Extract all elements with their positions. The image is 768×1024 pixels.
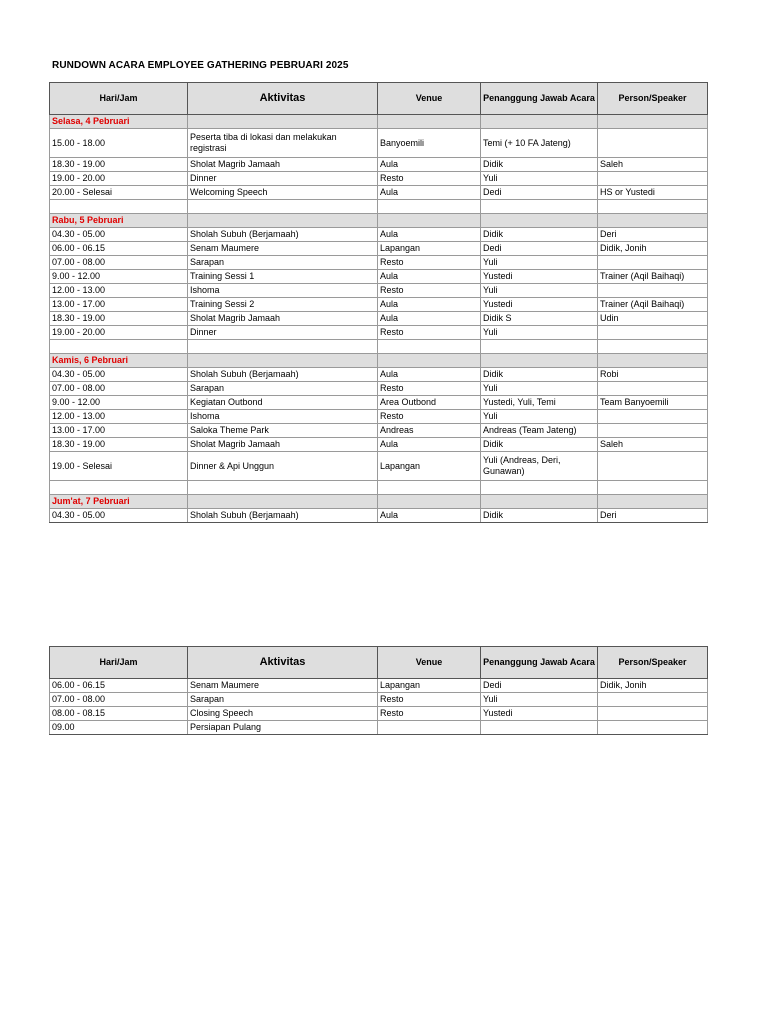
pic-cell: Yuli xyxy=(481,326,598,340)
venue-cell: Lapangan xyxy=(378,242,481,256)
venue-cell: Aula xyxy=(378,438,481,452)
pic-cell: Yuli xyxy=(481,284,598,298)
table-row xyxy=(50,382,708,396)
table-row xyxy=(50,452,708,481)
activity-cell: Senam Maumere xyxy=(188,679,378,693)
header-activity: Aktivitas xyxy=(188,83,378,115)
speaker-cell: Deri xyxy=(598,228,708,242)
header-time: Hari/Jam xyxy=(50,83,188,115)
activity-cell: Sarapan xyxy=(188,256,378,270)
venue-cell xyxy=(378,721,481,735)
venue-cell: Aula xyxy=(378,158,481,172)
time-cell: 18.30 - 19.00 xyxy=(50,158,188,172)
day-header-row xyxy=(50,214,708,228)
pic-cell: Yuli xyxy=(481,382,598,396)
activity-cell: Training Sessi 1 xyxy=(188,270,378,284)
header-venue: Venue xyxy=(378,83,481,115)
activity-cell: Sarapan xyxy=(188,693,378,707)
header-venue: Venue xyxy=(378,647,481,679)
speaker-cell: Udin xyxy=(598,312,708,326)
table-row xyxy=(50,438,708,452)
venue-cell: Aula xyxy=(378,228,481,242)
table-row xyxy=(50,172,708,186)
rundown-table-body xyxy=(50,115,708,523)
pic-cell: Didik xyxy=(481,368,598,382)
table-row xyxy=(50,256,708,270)
spacer-row xyxy=(50,481,708,495)
activity-cell: Sholat Magrib Jamaah xyxy=(188,312,378,326)
speaker-cell xyxy=(598,721,708,735)
venue-cell: Resto xyxy=(378,693,481,707)
table-row xyxy=(50,158,708,172)
table-row xyxy=(50,679,708,693)
table-row xyxy=(50,242,708,256)
table-row xyxy=(50,509,708,523)
speaker-cell: Team Banyoemili xyxy=(598,396,708,410)
closing-table-body xyxy=(50,679,708,735)
activity-cell: Sholah Subuh (Berjamaah) xyxy=(188,368,378,382)
spacer-row xyxy=(50,200,708,214)
venue-cell: Banyoemili xyxy=(378,129,481,158)
venue-cell: Aula xyxy=(378,270,481,284)
venue-cell: Lapangan xyxy=(378,452,481,481)
header-pic: Penanggung Jawab Acara xyxy=(481,83,598,115)
speaker-cell xyxy=(598,129,708,158)
activity-cell: Ishoma xyxy=(188,410,378,424)
header-activity: Aktivitas xyxy=(188,647,378,679)
pic-cell xyxy=(481,721,598,735)
time-cell: 08.00 - 08.15 xyxy=(50,707,188,721)
day-header-row xyxy=(50,354,708,368)
pic-cell: Temi (+ 10 FA Jateng) xyxy=(481,129,598,158)
time-cell: 07.00 - 08.00 xyxy=(50,256,188,270)
activity-cell: Dinner xyxy=(188,172,378,186)
venue-cell: Resto xyxy=(378,410,481,424)
activity-cell: Peserta tiba di lokasi dan melakukan registrasi xyxy=(188,129,378,158)
time-cell: 09.00 xyxy=(50,721,188,735)
table-row xyxy=(50,228,708,242)
pic-cell: Dedi xyxy=(481,679,598,693)
rundown-table-main xyxy=(49,82,708,523)
time-cell: 15.00 - 18.00 xyxy=(50,129,188,158)
speaker-cell xyxy=(598,410,708,424)
table-row xyxy=(50,186,708,200)
speaker-cell: Trainer (Aqil Baihaqi) xyxy=(598,270,708,284)
pic-cell: Yuli (Andreas, Deri, Gunawan) xyxy=(481,452,598,481)
speaker-cell: Didik, Jonih xyxy=(598,242,708,256)
activity-cell: Ishoma xyxy=(188,284,378,298)
table-row xyxy=(50,721,708,735)
venue-cell: Andreas xyxy=(378,424,481,438)
time-cell: 19.00 - 20.00 xyxy=(50,172,188,186)
rundown-table-closing xyxy=(49,646,708,735)
header-time: Hari/Jam xyxy=(50,647,188,679)
table-header-row xyxy=(50,647,708,679)
speaker-cell: Didik, Jonih xyxy=(598,679,708,693)
table-row xyxy=(50,129,708,158)
table-row xyxy=(50,410,708,424)
venue-cell: Aula xyxy=(378,312,481,326)
venue-cell: Aula xyxy=(378,509,481,523)
day-label: Rabu, 5 Pebruari xyxy=(50,214,188,228)
venue-cell: Area Outbond xyxy=(378,396,481,410)
activity-cell: Kegiatan Outbond xyxy=(188,396,378,410)
venue-cell: Resto xyxy=(378,382,481,396)
time-cell: 04.30 - 05.00 xyxy=(50,228,188,242)
pic-cell: Yustedi xyxy=(481,707,598,721)
pic-cell: Didik S xyxy=(481,312,598,326)
pic-cell: Didik xyxy=(481,438,598,452)
activity-cell: Sholat Magrib Jamaah xyxy=(188,158,378,172)
header-speaker: Person/Speaker xyxy=(598,83,708,115)
speaker-cell xyxy=(598,284,708,298)
venue-cell: Lapangan xyxy=(378,679,481,693)
day-header-row xyxy=(50,495,708,509)
pic-cell: Yuli xyxy=(481,172,598,186)
header-speaker: Person/Speaker xyxy=(598,647,708,679)
time-cell: 19.00 - 20.00 xyxy=(50,326,188,340)
activity-cell: Dinner xyxy=(188,326,378,340)
venue-cell: Resto xyxy=(378,326,481,340)
table-row xyxy=(50,693,708,707)
activity-cell: Dinner & Api Unggun xyxy=(188,452,378,481)
time-cell: 06.00 - 06.15 xyxy=(50,242,188,256)
table-row xyxy=(50,284,708,298)
day-label: Kamis, 6 Pebruari xyxy=(50,354,188,368)
pic-cell: Yustedi xyxy=(481,270,598,284)
table-row xyxy=(50,707,708,721)
time-cell: 07.00 - 08.00 xyxy=(50,382,188,396)
day-header-row xyxy=(50,115,708,129)
pic-cell: Yustedi xyxy=(481,298,598,312)
table-row xyxy=(50,396,708,410)
time-cell: 04.30 - 05.00 xyxy=(50,509,188,523)
pic-cell: Didik xyxy=(481,509,598,523)
pic-cell: Dedi xyxy=(481,242,598,256)
venue-cell: Resto xyxy=(378,172,481,186)
pic-cell: Dedi xyxy=(481,186,598,200)
pic-cell: Andreas (Team Jateng) xyxy=(481,424,598,438)
speaker-cell xyxy=(598,326,708,340)
time-cell: 04.30 - 05.00 xyxy=(50,368,188,382)
activity-cell: Senam Maumere xyxy=(188,242,378,256)
activity-cell: Welcoming Speech xyxy=(188,186,378,200)
pic-cell: Didik xyxy=(481,228,598,242)
day-label: Jum'at, 7 Pebruari xyxy=(50,495,188,509)
speaker-cell xyxy=(598,424,708,438)
speaker-cell xyxy=(598,382,708,396)
venue-cell: Aula xyxy=(378,298,481,312)
activity-cell: Saloka Theme Park xyxy=(188,424,378,438)
table-row xyxy=(50,270,708,284)
activity-cell: Closing Speech xyxy=(188,707,378,721)
speaker-cell: Saleh xyxy=(598,438,708,452)
document-title: RUNDOWN ACARA EMPLOYEE GATHERING PEBRUARI 2025 xyxy=(52,60,349,71)
activity-cell: Sholah Subuh (Berjamaah) xyxy=(188,228,378,242)
speaker-cell xyxy=(598,452,708,481)
time-cell: 12.00 - 13.00 xyxy=(50,284,188,298)
day-label: Selasa, 4 Pebruari xyxy=(50,115,188,129)
pic-cell: Yuli xyxy=(481,693,598,707)
time-cell: 9.00 - 12.00 xyxy=(50,270,188,284)
speaker-cell: Trainer (Aqil Baihaqi) xyxy=(598,298,708,312)
table-row xyxy=(50,298,708,312)
table-row xyxy=(50,326,708,340)
activity-cell: Sarapan xyxy=(188,382,378,396)
activity-cell: Sholat Magrib Jamaah xyxy=(188,438,378,452)
pic-cell: Yuli xyxy=(481,256,598,270)
venue-cell: Resto xyxy=(378,256,481,270)
speaker-cell: HS or Yustedi xyxy=(598,186,708,200)
pic-cell: Didik xyxy=(481,158,598,172)
table-row xyxy=(50,424,708,438)
activity-cell: Sholah Subuh (Berjamaah) xyxy=(188,509,378,523)
pic-cell: Yustedi, Yuli, Temi xyxy=(481,396,598,410)
time-cell: 20.00 - Selesai xyxy=(50,186,188,200)
time-cell: 06.00 - 06.15 xyxy=(50,679,188,693)
activity-cell: Persiapan Pulang xyxy=(188,721,378,735)
time-cell: 19.00 - Selesai xyxy=(50,452,188,481)
speaker-cell xyxy=(598,693,708,707)
spacer-row xyxy=(50,340,708,354)
venue-cell: Aula xyxy=(378,186,481,200)
time-cell: 12.00 - 13.00 xyxy=(50,410,188,424)
time-cell: 13.00 - 17.00 xyxy=(50,424,188,438)
table-row xyxy=(50,368,708,382)
table-row xyxy=(50,312,708,326)
speaker-cell: Robi xyxy=(598,368,708,382)
time-cell: 18.30 - 19.00 xyxy=(50,438,188,452)
speaker-cell: Deri xyxy=(598,509,708,523)
venue-cell: Resto xyxy=(378,284,481,298)
activity-cell: Training Sessi 2 xyxy=(188,298,378,312)
speaker-cell xyxy=(598,256,708,270)
venue-cell: Resto xyxy=(378,707,481,721)
table-header-row xyxy=(50,83,708,115)
speaker-cell xyxy=(598,707,708,721)
time-cell: 13.00 - 17.00 xyxy=(50,298,188,312)
header-pic: Penanggung Jawab Acara xyxy=(481,647,598,679)
pic-cell: Yuli xyxy=(481,410,598,424)
speaker-cell xyxy=(598,172,708,186)
time-cell: 18.30 - 19.00 xyxy=(50,312,188,326)
venue-cell: Aula xyxy=(378,368,481,382)
time-cell: 9.00 - 12.00 xyxy=(50,396,188,410)
speaker-cell: Saleh xyxy=(598,158,708,172)
time-cell: 07.00 - 08.00 xyxy=(50,693,188,707)
